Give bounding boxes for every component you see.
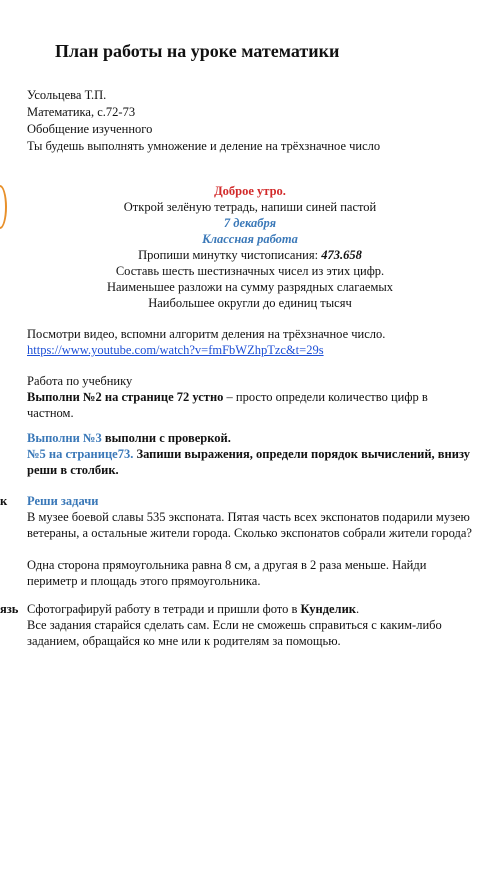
notebook-instruction: Открой зелёную тетрадь, напиши синей пастой [123, 200, 377, 214]
problems-heading: Реши задачи [27, 494, 99, 508]
kundelik-name: Кунделик [300, 602, 356, 616]
feedback-prefix: Сфотографируй работу в тетради и пришли фото в [27, 602, 301, 616]
task3-highlight: Выполни №3 [27, 431, 102, 445]
problem1-line1: В музее боевой славы 535 экспоната. Пятая часть всех экспонатов подарили музею [27, 510, 470, 524]
problems-left-fragment: к [0, 494, 8, 508]
feedback-suffix: . [355, 602, 360, 616]
task-compose-numbers: Составь шесть шестизначных чисел из этих цифр. [115, 264, 385, 278]
textbook-task3 [27, 431, 231, 446]
textbook-task2-cont: частном. [27, 406, 74, 420]
goal-line: Ты будешь выполнять умножение и деление на трёхзначное число [27, 139, 381, 153]
task5-highlight: №5 на странице73. [27, 447, 134, 461]
penmanship-prefix: Пропиши минутку чистописания: [138, 248, 322, 262]
feedback-left-fragment: язь [0, 602, 19, 616]
feedback-line1 [27, 602, 359, 617]
textbook-task5-cont: реши в столбик. [27, 463, 119, 477]
work-type: Классная работа [202, 232, 298, 246]
textbook-heading: Работа по учебнику [27, 374, 133, 388]
author-line: Усольцева Т.П. [27, 88, 107, 102]
task-decompose: Наименьшее разложи на сумму разрядных слагаемых [106, 280, 394, 294]
textbook-task5 [27, 447, 470, 462]
greeting: Доброе утро. [214, 184, 286, 198]
lesson-date: 7 декабря [223, 216, 277, 230]
problem1-line2: ветераны, а остальные жители города. Сколько экспонатов собрали жители города? [27, 526, 472, 540]
task-round: Наибольшее округли до единиц тысяч [148, 296, 352, 310]
task3-rest: выполни с проверкой. [101, 431, 231, 445]
topic-line: Обобщение изученного [27, 122, 153, 136]
penmanship-line [0, 248, 500, 263]
textbook-task2-rest: – просто определи количество цифр в [223, 390, 428, 404]
subject-line: Математика, с.72-73 [27, 105, 136, 119]
task5-rest: Запиши выражения, определи порядок вычислений, внизу [133, 447, 470, 461]
problem2-line1: Одна сторона прямоугольника равна 8 см, а другая в 2 раза меньше. Найди [27, 558, 427, 572]
page-title: План работы на уроке математики [55, 41, 340, 61]
textbook-task2 [27, 390, 428, 405]
video-link[interactable]: https://www.youtube.com/watch?v=fmFbWZhpTzc&t=29s [27, 343, 324, 357]
feedback-line2: Все задания старайся сделать сам. Если не сможешь справиться с каким-либо [27, 618, 442, 632]
penmanship-number: 473.658 [321, 248, 362, 262]
feedback-line3: заданием, обращайся ко мне или к родителям за помощью. [27, 634, 341, 648]
textbook-task2-bold: Выполни №2 на странице 72 устно [27, 390, 224, 404]
video-instruction: Посмотри видео, вспомни алгоритм деления на трёхзначное число. [27, 327, 386, 341]
problem2-line2: периметр и площадь этого прямоугольника. [27, 574, 261, 588]
